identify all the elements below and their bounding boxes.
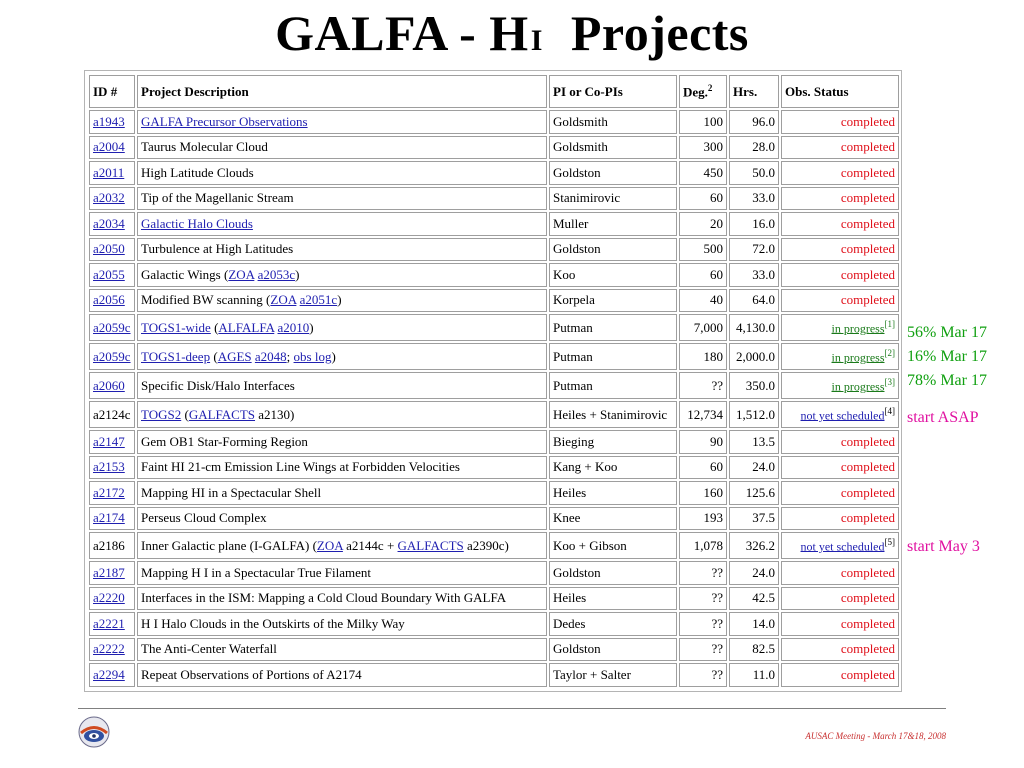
header-status: Obs. Status	[781, 75, 899, 108]
cell-id[interactable]	[89, 136, 135, 160]
cell-status	[781, 456, 899, 480]
cell-pi: Goldsmith	[549, 136, 677, 160]
description-link[interactable]: a2053c	[257, 266, 296, 282]
table-row	[89, 587, 899, 611]
description-text: The Anti-Center Waterfall	[141, 641, 277, 657]
description-text: Interfaces in the ISM: Mapping a Cold Cloud Boundary With GALFA	[141, 590, 507, 606]
cell-status[interactable]	[781, 372, 899, 399]
table-row	[89, 263, 899, 287]
cell-hrs: 37.5	[729, 507, 779, 531]
cell-deg: 193	[679, 507, 727, 531]
cell-pi: Putman	[549, 343, 677, 370]
cell-hrs: 96.0	[729, 110, 779, 134]
project-id-link[interactable]: a2050	[93, 241, 125, 257]
cell-deg: ??	[679, 587, 727, 611]
cell-hrs: 14.0	[729, 612, 779, 636]
table-row	[89, 136, 899, 160]
cell-hrs: 16.0	[729, 212, 779, 236]
status-completed: completed	[840, 641, 895, 657]
header-pi: PI or Co-PIs	[549, 75, 677, 108]
status-completed: completed	[840, 666, 895, 682]
table-row	[89, 456, 899, 480]
description-text: Galactic Wings (	[141, 266, 229, 282]
cell-deg: 500	[679, 238, 727, 262]
project-id-link[interactable]: a2011	[93, 164, 125, 180]
project-id-link[interactable]: a2174	[93, 510, 125, 526]
side-note: start May 3	[907, 538, 980, 555]
cell-deg: ??	[679, 561, 727, 585]
description-link[interactable]: ZOA	[270, 292, 297, 308]
title-rest: Projects	[570, 5, 749, 61]
cell-id[interactable]	[89, 161, 135, 185]
status-completed: completed	[840, 433, 895, 449]
cell-status	[781, 187, 899, 211]
description-text: a2130)	[255, 406, 295, 422]
table-row	[89, 110, 899, 134]
status-completed: completed	[840, 139, 895, 155]
status-not-scheduled-link[interactable]: not yet scheduled	[800, 408, 885, 423]
cell-pi: Goldston	[549, 161, 677, 185]
project-id-link[interactable]: a1943	[93, 113, 125, 129]
cell-status	[781, 587, 899, 611]
project-id-link[interactable]: a2055	[93, 266, 125, 282]
description-link[interactable]: GALFACTS	[397, 537, 464, 553]
project-id-link[interactable]: a2034	[93, 215, 125, 231]
description-text: a2390c)	[463, 537, 509, 553]
cell-pi: Koo + Gibson	[549, 532, 677, 559]
cell-hrs: 33.0	[729, 263, 779, 287]
cell-id[interactable]	[89, 263, 135, 287]
description-text: )	[331, 348, 336, 364]
cell-description	[137, 263, 547, 287]
cell-hrs: 24.0	[729, 456, 779, 480]
project-id-link[interactable]: a2060	[93, 377, 125, 393]
header-deg-sup: 2	[707, 82, 713, 93]
cell-description	[137, 481, 547, 505]
cell-hrs: 82.5	[729, 638, 779, 662]
cell-hrs: 13.5	[729, 430, 779, 454]
cell-description	[137, 110, 547, 134]
description-text: Faint HI 21-cm Emission Line Wings at Forbidden Velocities	[141, 459, 460, 475]
cell-description	[137, 561, 547, 585]
cell-pi: Heiles	[549, 481, 677, 505]
description-link[interactable]: a2051c	[299, 292, 338, 308]
cell-status	[781, 507, 899, 531]
description-link[interactable]: obs log	[293, 348, 332, 364]
table-row	[89, 187, 899, 211]
cell-deg: 20	[679, 212, 727, 236]
cell-description	[137, 456, 547, 480]
header-hrs: Hrs.	[729, 75, 779, 108]
table-row	[89, 343, 899, 370]
description-link[interactable]: ALFALFA	[218, 319, 275, 335]
project-id-text: a2124c	[93, 406, 131, 422]
project-id-link[interactable]: a2056	[93, 292, 125, 308]
status-footnote: [1]	[884, 318, 895, 329]
header-deg-label: Deg.	[683, 84, 708, 100]
header-deg	[679, 75, 727, 108]
cell-pi: Stanimirovic	[549, 187, 677, 211]
side-note: 16% Mar 17	[907, 348, 987, 365]
side-note: start ASAP	[907, 409, 979, 426]
description-text: H I Halo Clouds in the Outskirts of the Milky Way	[141, 615, 405, 631]
cell-description	[137, 430, 547, 454]
cell-id[interactable]	[89, 212, 135, 236]
description-link[interactable]: a2010	[277, 319, 310, 335]
projects-table	[87, 73, 901, 689]
description-text: Repeat Observations of Portions of A2174	[141, 666, 362, 682]
cell-pi: Putman	[549, 314, 677, 341]
description-text: a2144c +	[342, 537, 398, 553]
cell-description	[137, 507, 547, 531]
cell-status[interactable]	[781, 314, 899, 341]
cell-description	[137, 238, 547, 262]
table-row	[89, 481, 899, 505]
cell-description	[137, 343, 547, 370]
project-id-link[interactable]: a2153	[93, 459, 125, 475]
description-text: Modified BW scanning (	[141, 292, 271, 308]
project-id-link[interactable]: a2172	[93, 484, 125, 500]
cell-hrs: 24.0	[729, 561, 779, 585]
status-completed: completed	[840, 241, 895, 257]
status-completed: completed	[840, 164, 895, 180]
cell-description	[137, 212, 547, 236]
cell-id[interactable]	[89, 238, 135, 262]
cell-status[interactable]	[781, 343, 899, 370]
description-text: Taurus Molecular Cloud	[141, 139, 268, 155]
cell-deg: 1,078	[679, 532, 727, 559]
cell-id[interactable]	[89, 507, 135, 531]
table-body	[89, 110, 899, 687]
cell-deg: 300	[679, 136, 727, 160]
project-id-link[interactable]: a2059c	[93, 348, 131, 364]
description-text: (	[181, 406, 189, 422]
cell-status[interactable]	[781, 401, 899, 428]
cell-pi: Muller	[549, 212, 677, 236]
cell-pi: Knee	[549, 507, 677, 531]
cell-hrs: 326.2	[729, 532, 779, 559]
cell-description	[137, 663, 547, 687]
cell-pi: Kang + Koo	[549, 456, 677, 480]
cell-id[interactable]	[89, 587, 135, 611]
description-text: (	[210, 319, 219, 335]
cell-hrs: 42.5	[729, 587, 779, 611]
project-id-link[interactable]: a2004	[93, 139, 125, 155]
status-footnote: [4]	[884, 405, 895, 416]
cell-status	[781, 238, 899, 262]
cell-hrs: 50.0	[729, 161, 779, 185]
cell-hrs: 4,130.0	[729, 314, 779, 341]
table-row	[89, 532, 899, 559]
cell-pi: Goldston	[549, 638, 677, 662]
status-footnote: [2]	[884, 347, 895, 358]
status-completed: completed	[840, 564, 895, 580]
description-text: )	[309, 319, 314, 335]
description-text: High Latitude Clouds	[141, 164, 254, 180]
status-completed: completed	[840, 113, 895, 129]
description-link[interactable]: a2048	[254, 348, 287, 364]
cell-hrs: 2,000.0	[729, 343, 779, 370]
cell-description	[137, 161, 547, 185]
cell-pi: Dedes	[549, 612, 677, 636]
status-completed: completed	[840, 215, 895, 231]
table-row	[89, 612, 899, 636]
status-completed: completed	[840, 510, 895, 526]
project-id-link[interactable]: a2032	[93, 190, 125, 206]
cell-deg: 60	[679, 456, 727, 480]
table-header-row	[89, 75, 899, 108]
status-completed: completed	[840, 292, 895, 308]
cell-deg: 180	[679, 343, 727, 370]
description-text: Turbulence at High Latitudes	[141, 241, 294, 257]
title-roman-numeral: I	[530, 24, 543, 57]
cell-status	[781, 110, 899, 134]
cell-hrs: 1,512.0	[729, 401, 779, 428]
cell-description	[137, 638, 547, 662]
cell-description	[137, 314, 547, 341]
project-id-link[interactable]: a2059c	[93, 319, 131, 335]
cell-status	[781, 136, 899, 160]
cell-pi: Goldston	[549, 561, 677, 585]
cell-id[interactable]	[89, 289, 135, 313]
cell-description	[137, 401, 547, 428]
cell-deg: 160	[679, 481, 727, 505]
cell-pi: Goldston	[549, 238, 677, 262]
status-not-scheduled-link[interactable]: not yet scheduled	[800, 539, 885, 554]
cell-status	[781, 289, 899, 313]
cell-description	[137, 587, 547, 611]
cell-deg: 12,734	[679, 401, 727, 428]
description-text: Tip of the Magellanic Stream	[141, 190, 294, 206]
cell-status	[781, 212, 899, 236]
description-text: Mapping HI in a Spectacular Shell	[141, 484, 322, 500]
description-text: Perseus Cloud Complex	[141, 510, 267, 526]
cell-pi: Heiles + Stanimirovic	[549, 401, 677, 428]
cell-pi: Korpela	[549, 289, 677, 313]
footer-meeting-text: AUSAC Meeting - March 17&18, 2008	[805, 731, 946, 741]
header-description: Project Description	[137, 75, 547, 108]
cell-deg: 40	[679, 289, 727, 313]
description-link[interactable]: ZOA	[316, 537, 343, 553]
cell-hrs: 11.0	[729, 663, 779, 687]
description-text: (	[210, 348, 218, 364]
cell-pi: Bieging	[549, 430, 677, 454]
cell-deg: 450	[679, 161, 727, 185]
cell-id[interactable]	[89, 343, 135, 370]
cell-status	[781, 638, 899, 662]
cell-description	[137, 187, 547, 211]
project-id-link[interactable]: a2221	[93, 615, 125, 631]
cell-pi: Koo	[549, 263, 677, 287]
cell-hrs: 350.0	[729, 372, 779, 399]
description-text: ;	[286, 348, 294, 364]
cell-id[interactable]	[89, 638, 135, 662]
description-text: Gem OB1 Star-Forming Region	[141, 433, 308, 449]
description-text: Specific Disk/Halo Interfaces	[141, 377, 295, 393]
cell-hrs: 28.0	[729, 136, 779, 160]
description-text: )	[337, 292, 342, 308]
table-row	[89, 561, 899, 585]
table-row	[89, 161, 899, 185]
table-row	[89, 238, 899, 262]
cell-description	[137, 136, 547, 160]
footer-divider	[78, 708, 946, 709]
description-link[interactable]: TOGS1-wide	[141, 319, 211, 335]
cell-deg: 100	[679, 110, 727, 134]
description-link[interactable]: ZOA	[228, 266, 255, 282]
cell-id[interactable]	[89, 430, 135, 454]
header-id: ID #	[89, 75, 135, 108]
cell-id	[89, 532, 135, 559]
table-row	[89, 430, 899, 454]
cell-id	[89, 401, 135, 428]
cell-status	[781, 263, 899, 287]
side-note: 78% Mar 17	[907, 372, 987, 389]
project-id-text: a2186	[93, 537, 125, 553]
description-text: Mapping H I in a Spectacular True Filament	[141, 564, 371, 580]
status-footnote: [3]	[884, 376, 895, 387]
project-id-link[interactable]: a2222	[93, 641, 125, 657]
status-completed: completed	[840, 190, 895, 206]
cell-hrs: 33.0	[729, 187, 779, 211]
side-note: 56% Mar 17	[907, 324, 987, 341]
cell-deg: 7,000	[679, 314, 727, 341]
cell-pi: Taylor + Salter	[549, 663, 677, 687]
cell-description	[137, 372, 547, 399]
cell-id[interactable]	[89, 561, 135, 585]
project-id-link[interactable]: a2220	[93, 590, 125, 606]
description-text: Inner Galactic plane (I-GALFA) (	[141, 537, 317, 553]
cell-id[interactable]	[89, 372, 135, 399]
cell-pi: Heiles	[549, 587, 677, 611]
cell-pi: Goldsmith	[549, 110, 677, 134]
page-title	[0, 2, 1024, 72]
description-link[interactable]: GALFACTS	[188, 406, 256, 422]
cell-id[interactable]	[89, 456, 135, 480]
cell-deg: 60	[679, 187, 727, 211]
status-completed: completed	[840, 615, 895, 631]
table-row	[89, 314, 899, 341]
status-completed: completed	[840, 266, 895, 282]
status-in-progress-link[interactable]: in progress	[831, 321, 885, 336]
table-row	[89, 212, 899, 236]
cell-status	[781, 481, 899, 505]
cell-description	[137, 532, 547, 559]
cell-status	[781, 663, 899, 687]
table-row	[89, 507, 899, 531]
cell-id[interactable]	[89, 481, 135, 505]
observatory-logo-icon	[78, 716, 110, 748]
cell-description	[137, 289, 547, 313]
description-link[interactable]: AGES	[217, 348, 252, 364]
description-link[interactable]: GALFA Precursor Observations	[141, 113, 308, 129]
projects-table-container	[84, 70, 902, 692]
cell-hrs: 64.0	[729, 289, 779, 313]
project-id-link[interactable]: a2147	[93, 433, 125, 449]
cell-deg: 90	[679, 430, 727, 454]
status-in-progress-link[interactable]: in progress	[831, 379, 885, 394]
project-id-link[interactable]: a2187	[93, 564, 125, 580]
cell-description	[137, 612, 547, 636]
project-id-link[interactable]: a2294	[93, 666, 125, 682]
description-link[interactable]: Galactic Halo Clouds	[141, 215, 253, 231]
cell-status	[781, 161, 899, 185]
description-link[interactable]: TOGS1-deep	[141, 348, 211, 364]
cell-status[interactable]	[781, 532, 899, 559]
cell-status	[781, 612, 899, 636]
status-footnote: [5]	[884, 536, 895, 547]
cell-deg: ??	[679, 612, 727, 636]
status-completed: completed	[840, 459, 895, 475]
status-in-progress-link[interactable]: in progress	[831, 350, 885, 365]
cell-pi: Putman	[549, 372, 677, 399]
cell-deg: 60	[679, 263, 727, 287]
cell-deg: ??	[679, 372, 727, 399]
status-completed: completed	[840, 484, 895, 500]
description-link[interactable]: TOGS2	[141, 406, 182, 422]
cell-deg: ??	[679, 663, 727, 687]
cell-deg: ??	[679, 638, 727, 662]
table-row	[89, 401, 899, 428]
table-row	[89, 372, 899, 399]
table-row	[89, 638, 899, 662]
cell-id[interactable]	[89, 110, 135, 134]
cell-id[interactable]	[89, 314, 135, 341]
cell-id[interactable]	[89, 612, 135, 636]
description-text: )	[295, 266, 300, 282]
cell-id[interactable]	[89, 663, 135, 687]
table-row	[89, 663, 899, 687]
cell-id[interactable]	[89, 187, 135, 211]
cell-hrs: 72.0	[729, 238, 779, 262]
cell-status	[781, 430, 899, 454]
cell-hrs: 125.6	[729, 481, 779, 505]
status-completed: completed	[840, 590, 895, 606]
title-main: GALFA - H	[275, 5, 529, 61]
cell-status	[781, 561, 899, 585]
table-row	[89, 289, 899, 313]
